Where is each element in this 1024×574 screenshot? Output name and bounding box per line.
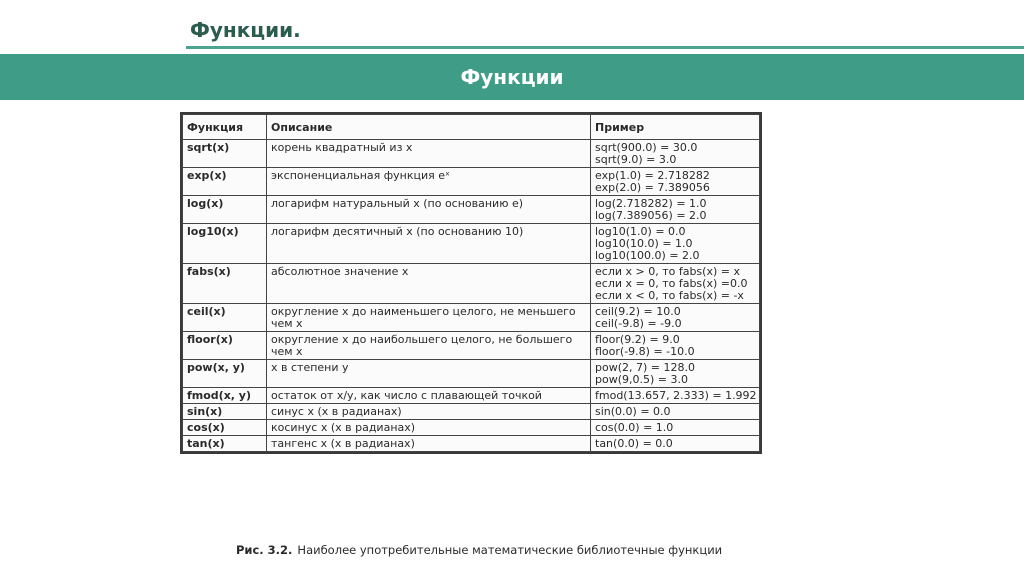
function-description: округление x до наибольшего целого, не большего чем x: [267, 332, 591, 360]
example-line: log(2.718282) = 1.0: [595, 197, 707, 210]
function-description: синус x (x в радианах): [267, 404, 591, 420]
function-description: остаток от x/y, как число с плавающей точкой: [267, 388, 591, 404]
function-description: округление x до наименьшего целого, не меньшего чем x: [267, 304, 591, 332]
function-examples: [591, 388, 760, 404]
function-examples: [591, 360, 760, 388]
example-line: exp(2.0) = 7.389056: [595, 181, 710, 194]
table-row: [183, 332, 760, 360]
example-line: ceil(-9.8) = -9.0: [595, 317, 682, 330]
function-name: log(x): [183, 196, 267, 224]
function-examples: [591, 404, 760, 420]
example-line: log10(1.0) = 0.0: [595, 225, 686, 238]
example-line: sqrt(9.0) = 3.0: [595, 153, 677, 166]
functions-table-figure: [180, 112, 762, 454]
example-line: tan(0.0) = 0.0: [595, 437, 673, 450]
function-examples: [591, 436, 760, 452]
table-header-row: [183, 115, 760, 140]
slide-title: Функции.: [190, 18, 301, 42]
banner-title: Функции: [460, 65, 564, 89]
example-line: если x < 0, то fabs(x) = -x: [595, 289, 744, 302]
header-function: Функция: [183, 115, 267, 140]
section-banner: [0, 54, 1024, 100]
function-examples: [591, 196, 760, 224]
function-description: x в степени y: [267, 360, 591, 388]
table-row: [183, 388, 760, 404]
function-description: корень квадратный из x: [267, 140, 591, 168]
example-line: log10(100.0) = 2.0: [595, 249, 700, 262]
example-line: cos(0.0) = 1.0: [595, 421, 674, 434]
example-line: sin(0.0) = 0.0: [595, 405, 671, 418]
function-examples: [591, 420, 760, 436]
table-row: [183, 196, 760, 224]
function-name: cos(x): [183, 420, 267, 436]
function-description: экспоненциальная функция eˣ: [267, 168, 591, 196]
example-line: log10(10.0) = 1.0: [595, 237, 693, 250]
table-row: [183, 360, 760, 388]
table-row: [183, 264, 760, 304]
function-name: sin(x): [183, 404, 267, 420]
function-examples: [591, 140, 760, 168]
example-line: log(7.389056) = 2.0: [595, 209, 707, 222]
example-line: exp(1.0) = 2.718282: [595, 169, 710, 182]
function-name: log10(x): [183, 224, 267, 264]
function-name: ceil(x): [183, 304, 267, 332]
function-name: pow(x, y): [183, 360, 267, 388]
function-name: tan(x): [183, 436, 267, 452]
example-line: sqrt(900.0) = 30.0: [595, 141, 698, 154]
function-examples: [591, 224, 760, 264]
function-examples: [591, 168, 760, 196]
example-line: ceil(9.2) = 10.0: [595, 305, 681, 318]
function-description: логарифм натуральный x (по основанию e): [267, 196, 591, 224]
table-row: [183, 420, 760, 436]
function-name: fmod(x, y): [183, 388, 267, 404]
header-example: Пример: [591, 115, 760, 140]
function-description: тангенс x (x в радианах): [267, 436, 591, 452]
title-divider: [186, 46, 1024, 49]
function-name: fabs(x): [183, 264, 267, 304]
caption-label: Рис. 3.2.: [236, 543, 293, 557]
example-line: pow(2, 7) = 128.0: [595, 361, 695, 374]
caption-text: Наиболее употребительные математические библиотечные функции: [297, 543, 723, 557]
table-body: [183, 140, 760, 452]
functions-table: [182, 114, 760, 452]
example-line: fmod(13.657, 2.333) = 1.992: [595, 389, 757, 402]
example-line: если x > 0, то fabs(x) = x: [595, 265, 740, 278]
table-row: [183, 168, 760, 196]
example-line: если x = 0, то fabs(x) =0.0: [595, 277, 748, 290]
example-line: floor(-9.8) = -10.0: [595, 345, 695, 358]
table-row: [183, 436, 760, 452]
figure-caption: [236, 543, 722, 557]
function-name: floor(x): [183, 332, 267, 360]
example-line: pow(9,0.5) = 3.0: [595, 373, 688, 386]
function-description: косинус x (x в радианах): [267, 420, 591, 436]
table-row: [183, 404, 760, 420]
function-name: sqrt(x): [183, 140, 267, 168]
table-row: [183, 304, 760, 332]
function-examples: [591, 332, 760, 360]
function-description: абсолютное значение x: [267, 264, 591, 304]
function-examples: [591, 264, 760, 304]
function-name: exp(x): [183, 168, 267, 196]
function-description: логарифм десятичный x (по основанию 10): [267, 224, 591, 264]
header-description: Описание: [267, 115, 591, 140]
function-examples: [591, 304, 760, 332]
table-row: [183, 140, 760, 168]
example-line: floor(9.2) = 9.0: [595, 333, 680, 346]
table-row: [183, 224, 760, 264]
